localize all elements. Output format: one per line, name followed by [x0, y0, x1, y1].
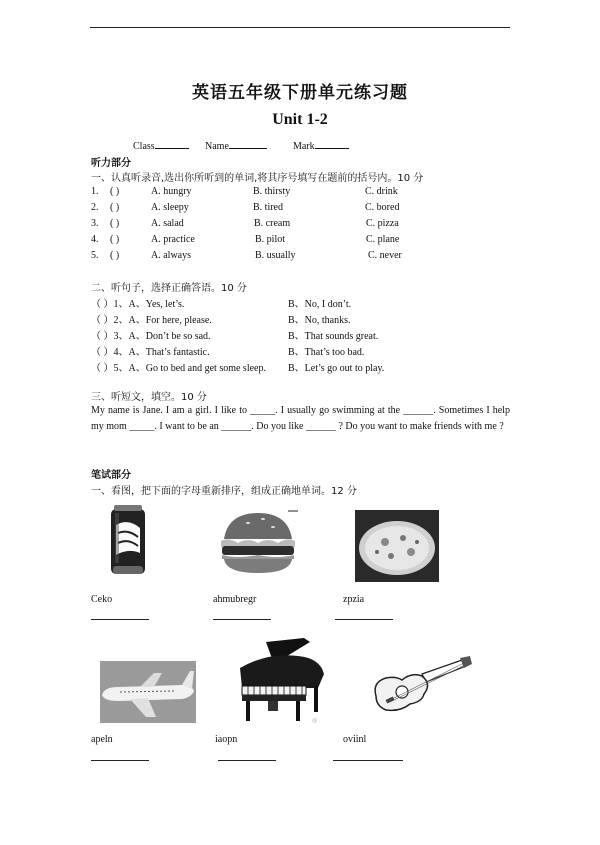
answer-bracket: ( ) — [110, 234, 120, 245]
answer-bracket: ( ) — [110, 202, 120, 213]
coke-can-icon — [108, 503, 148, 578]
scrambled-word: iaopn — [215, 734, 238, 745]
writing-heading: 笔试部分 — [91, 470, 131, 481]
page-title: 英语五年级下册单元练习题 — [192, 83, 408, 103]
class-field — [133, 139, 189, 152]
option-c: C. plane — [366, 234, 400, 245]
header-rule — [90, 27, 510, 28]
listening-part1-instruction: 一、认真听录音,选出你所听到的单词,将其序号填写在题前的括号内。10 分 — [91, 173, 424, 184]
option-c: C. bored — [365, 202, 400, 213]
writing-part1-instruction: 一、看图，把下面的字母重新排序，组成正确地单词。12 分 — [91, 486, 357, 497]
listening-part2-instruction: 二、听句子，选择正确答语。10 分 — [91, 283, 247, 294]
option-b: B、No, I don’t. — [288, 299, 352, 310]
answer-blank[interactable] — [218, 760, 276, 761]
name-field — [205, 139, 267, 152]
option-b: B. cream — [254, 218, 291, 229]
option-b: B. thirsty — [253, 186, 291, 197]
unit-title: Unit 1-2 — [272, 111, 328, 128]
list-item: 1. — [91, 186, 99, 197]
list-item: （ ）2、A、For here, please. — [91, 315, 212, 326]
answer-blank[interactable] — [333, 760, 403, 761]
scrambled-word: apeln — [91, 734, 113, 745]
option-a: A. always — [151, 250, 191, 261]
airplane-icon — [100, 661, 196, 723]
hamburger-icon — [218, 509, 298, 579]
piano-icon — [238, 638, 328, 724]
cloze-passage: My name is Jane. I am a girl. I like to _____. I usually go swimming at the ______. Sometimes I help my mom _____. I want to be an ______. Do you like ______ ? Do you want to make friends with me ? — [91, 405, 510, 432]
option-a: A. salad — [151, 218, 184, 229]
list-item: （ ）5、A、Go to bed and get some sleep. — [91, 363, 266, 374]
option-b: B、That’s too bad. — [288, 347, 365, 358]
list-item: （ ）1、A、Yes, let’s. — [91, 299, 185, 310]
option-a: A. hungry — [151, 186, 192, 197]
list-item: （ ）4、A、That’s fantastic. — [91, 347, 210, 358]
guitar-icon — [370, 656, 472, 716]
answer-bracket: ( ) — [110, 218, 120, 229]
list-item: 3. — [91, 218, 99, 229]
option-b: B、That sounds great. — [288, 331, 379, 342]
list-item: 4. — [91, 234, 99, 245]
scrambled-word: ahmubregr — [213, 594, 257, 605]
list-item: 2. — [91, 202, 99, 213]
listening-part3-instruction: 三、听短文，填空。10 分 — [91, 392, 207, 403]
answer-blank[interactable] — [335, 619, 393, 620]
scrambled-word: zpzia — [343, 594, 365, 605]
scrambled-word: oviinl — [343, 734, 367, 745]
scrambled-word: Ceko — [91, 594, 113, 605]
class-label: Class — [133, 141, 155, 152]
pizza-icon — [355, 510, 439, 582]
answer-bracket: ( ) — [110, 186, 120, 197]
answer-bracket: ( ) — [110, 250, 120, 261]
option-c: C. drink — [365, 186, 398, 197]
option-a: A. practice — [151, 234, 195, 245]
option-b: B、No, thanks. — [288, 315, 351, 326]
option-b: B. tired — [253, 202, 283, 213]
answer-blank[interactable] — [213, 619, 271, 620]
svg-text:◎: ◎ — [312, 717, 318, 724]
mark-label: Mark — [293, 141, 315, 152]
answer-blank[interactable] — [91, 760, 149, 761]
option-b: B. pilot — [255, 234, 286, 245]
option-b: B、Let’s go out to play. — [288, 363, 385, 374]
answer-blank[interactable] — [91, 619, 149, 620]
option-a: A. sleepy — [151, 202, 189, 213]
mark-field — [293, 139, 349, 152]
name-label: Name — [205, 141, 229, 152]
list-item: 5. — [91, 250, 99, 261]
option-b: B. usually — [255, 250, 296, 261]
list-item: （ ）3、A、Don’t be so sad. — [91, 331, 211, 342]
option-c: C. never — [368, 250, 402, 261]
option-c: C. pizza — [366, 218, 399, 229]
listening-heading: 听力部分 — [91, 158, 131, 169]
